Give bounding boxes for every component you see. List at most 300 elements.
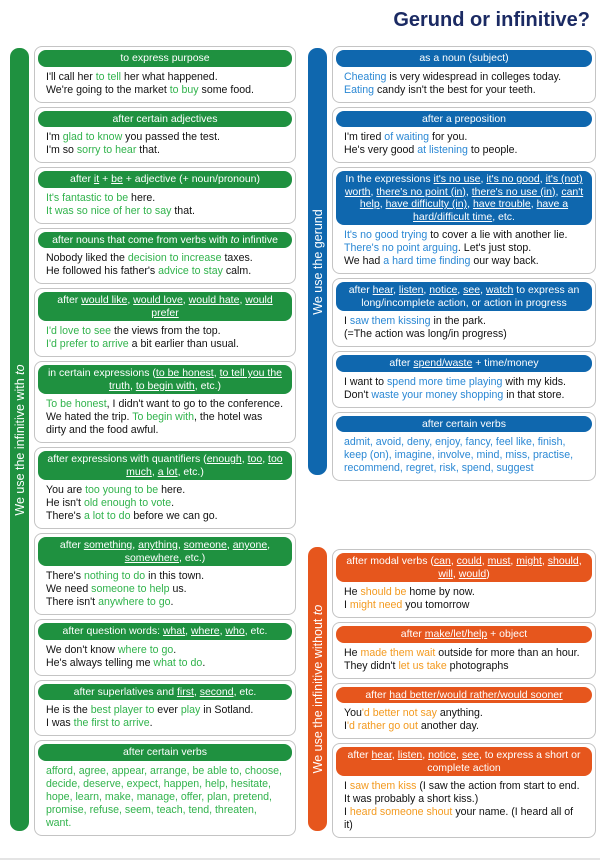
header-text: , <box>241 453 248 465</box>
header-text: see <box>461 749 479 761</box>
sentence-text: I want to <box>344 375 387 388</box>
sentence-text: your name. (I heard all of it) <box>344 806 574 831</box>
infinitive-without-to-sidebar <box>308 547 327 831</box>
header-text: In the expressions <box>345 173 434 185</box>
gerund-cards <box>332 46 596 481</box>
rule-header <box>336 50 592 67</box>
example-list <box>38 127 292 157</box>
header-text: , <box>132 539 139 551</box>
sentence-text: Don't <box>344 388 372 401</box>
header-text: have a hard/difficult time <box>413 198 569 223</box>
infinitive-with-to-label <box>13 364 27 515</box>
example-sentence <box>344 229 584 242</box>
example-sentence <box>344 720 584 733</box>
rule-header <box>38 451 292 480</box>
header-text: too <box>247 453 263 465</box>
highlighted-phrase: a hard time finding <box>383 255 471 267</box>
header-text: hear <box>372 284 394 296</box>
example-sentence <box>344 376 584 389</box>
sentence-text: He followed his father's <box>46 265 159 277</box>
highlighted-phrase: saw them kiss <box>349 780 417 792</box>
example-list <box>336 225 592 268</box>
highlighted-phrase: saw them kissing <box>349 315 431 327</box>
example-list <box>336 311 592 341</box>
header-text: make/let/help <box>424 628 488 640</box>
header-text: , <box>480 284 486 296</box>
sentence-text: I <box>344 780 350 792</box>
rule-header <box>336 626 592 643</box>
sentence-text: her what happened. <box>121 70 218 83</box>
example-list <box>38 67 292 97</box>
example-sentence <box>344 242 584 255</box>
header-text: can't help <box>359 185 584 210</box>
highlighted-phrase: admit, avoid, deny, enjoy, fancy, feel like, finish, keep (on), imagine, involve, mind, miss, practise, recommend, regret, risk, spend, suggest <box>344 436 574 474</box>
sentence-text: . <box>171 497 175 509</box>
sentence-text: you passed the test. <box>122 131 220 143</box>
header-text: , <box>539 173 546 185</box>
sentence-text: There isn't <box>46 596 99 608</box>
header-text: , <box>182 294 189 306</box>
header-text: , <box>391 749 398 761</box>
rule-header <box>38 50 292 67</box>
header-text: , <box>423 284 430 296</box>
header-text: there's no point (in) <box>376 185 466 198</box>
example-sentence <box>46 497 284 510</box>
header-text: , <box>457 284 464 296</box>
rule-card <box>332 351 596 408</box>
sentence-text: here. <box>128 191 156 204</box>
sentence-text: I'm tired <box>344 131 385 143</box>
highlighted-phrase: too young to be <box>85 484 159 496</box>
example-sentence <box>46 583 284 596</box>
header-text: to <box>230 233 240 246</box>
sentence-text: , I didn't want to go to the conference. <box>106 398 284 410</box>
sentence-text: I'm so <box>46 144 77 156</box>
header-text: , <box>541 555 548 567</box>
sentence-text: He <box>344 646 361 659</box>
header-text: after nouns that come from verbs with <box>52 233 231 246</box>
example-list <box>38 640 292 670</box>
header-text: somewhere <box>124 551 179 564</box>
sentence-text: in this town. <box>145 570 205 582</box>
header-text: listen <box>397 749 423 761</box>
header-text: would <box>458 567 487 580</box>
header-text: would hate <box>188 294 240 306</box>
rule-header <box>38 292 292 321</box>
example-list <box>38 188 292 218</box>
sentence-text: We don't know <box>46 643 118 656</box>
label-text: to <box>310 604 325 616</box>
sentence-text: home by now. <box>406 586 475 598</box>
header-text: , <box>370 185 377 198</box>
highlighted-phrase: It was so nice of her to say <box>46 204 172 217</box>
header-text: , <box>262 453 269 465</box>
header-text: , etc.) <box>194 379 222 392</box>
highlighted-phrase: To be honest <box>46 398 107 410</box>
header-text: listen <box>398 284 424 296</box>
sentence-text: that. <box>171 204 195 217</box>
header-text: someone <box>183 539 227 551</box>
rule-card <box>332 683 596 740</box>
sentence-text: I <box>344 599 350 611</box>
sentence-text: outside for more than an hour. <box>435 646 580 659</box>
highlighted-phrase: It's fantastic to be <box>46 191 129 204</box>
sentence-text: anything. <box>436 707 483 719</box>
highlighted-phrase: where to go <box>117 643 174 656</box>
header-text: will <box>438 567 453 580</box>
sentence-text: ever <box>154 704 181 716</box>
sentence-text: another day. <box>417 720 479 732</box>
example-sentence <box>344 780 584 806</box>
header-text: , <box>467 198 473 210</box>
sentence-text: is very widespread in colleges today. <box>386 70 562 83</box>
rule-card <box>332 278 596 347</box>
rule-card <box>34 533 296 615</box>
rule-header <box>336 416 592 433</box>
header-text: anyone <box>232 539 268 551</box>
example-sentence <box>46 765 284 830</box>
example-sentence <box>344 436 584 475</box>
header-text: , etc. <box>233 685 257 698</box>
sentence-text: I <box>344 806 350 818</box>
label-text: We use the gerund <box>310 208 325 315</box>
header-text: ) <box>486 567 490 580</box>
header-text: , <box>578 555 582 567</box>
example-list <box>336 776 592 832</box>
sentence-text: candy isn't the best for your teeth. <box>374 83 536 96</box>
header-text: it <box>93 173 100 185</box>
example-sentence <box>344 647 584 660</box>
header-text: , etc.) <box>179 551 206 564</box>
header-text: , <box>379 198 386 210</box>
sentence-text: I'll call her <box>46 70 96 83</box>
header-text: + adjective (+ noun/pronoun) <box>122 173 261 185</box>
header-text: + <box>99 173 112 185</box>
header-text: would love <box>133 294 183 306</box>
highlighted-phrase: I'd prefer to arrive <box>46 338 129 350</box>
header-text: after expressions with quantifiers ( <box>47 453 207 465</box>
header-text: where <box>190 625 220 637</box>
highlighted-phrase: to tell <box>95 70 122 83</box>
example-sentence <box>344 806 584 832</box>
sentence-text: here. <box>158 484 186 496</box>
example-list <box>336 372 592 402</box>
header-text: , <box>177 539 184 551</box>
header-text: something <box>83 539 133 551</box>
header-text: who <box>225 625 245 637</box>
header-text: infintive <box>239 233 278 246</box>
highlighted-phrase: best player to <box>90 704 155 716</box>
header-text: , <box>450 555 457 567</box>
example-sentence <box>46 325 284 338</box>
sentence-text: before we can go. <box>130 510 218 522</box>
header-text: , <box>530 198 537 210</box>
sentence-text: , the hotel was dirty and the food awful. <box>46 411 263 436</box>
header-text: , <box>465 185 472 198</box>
header-text: first <box>176 685 194 698</box>
header-text: as a noun (subject) <box>419 52 509 64</box>
example-sentence <box>46 411 284 437</box>
sentence-text: (=The action was long/in progress) <box>344 328 507 340</box>
highlighted-phrase: Eating <box>344 83 375 96</box>
highlighted-phrase: It's no good trying <box>344 229 428 241</box>
header-text: be <box>111 173 123 185</box>
header-text: , <box>267 539 271 551</box>
highlighted-phrase: might need <box>349 599 403 611</box>
sentence-text: You are <box>46 484 86 496</box>
rule-card <box>34 167 296 224</box>
sentence-text: He's very good <box>344 144 418 156</box>
sentence-text: I <box>344 315 350 327</box>
rule-header <box>336 687 592 704</box>
example-sentence <box>344 599 584 612</box>
header-text: it's (not) worth <box>344 173 583 198</box>
header-text: , <box>129 379 136 392</box>
header-text: , <box>393 284 399 296</box>
highlighted-phrase: anywhere to go <box>98 596 171 608</box>
rule-card <box>332 167 596 274</box>
rule-card <box>332 412 596 482</box>
header-text: , <box>456 749 462 761</box>
header-text: , <box>127 294 134 306</box>
highlighted-phrase: at listening <box>417 144 468 156</box>
rule-card <box>332 622 596 679</box>
example-sentence <box>46 570 284 583</box>
example-list <box>38 566 292 609</box>
rule-header <box>336 747 592 776</box>
highlighted-phrase: There's no point arguing <box>344 242 458 254</box>
example-sentence <box>344 84 584 97</box>
sentence-text: in that store. <box>503 388 565 401</box>
highlighted-phrase: should be <box>360 586 407 598</box>
header-text: , <box>452 567 459 580</box>
example-sentence <box>344 707 584 720</box>
header-text: anything <box>138 539 178 551</box>
rule-card <box>34 228 296 285</box>
header-text: , <box>510 555 517 567</box>
rule-card <box>34 288 296 357</box>
header-text: spend/waste <box>413 357 473 369</box>
header-text: to express purpose <box>120 52 210 64</box>
sentence-text: our way back. <box>470 255 539 267</box>
rule-card <box>332 107 596 164</box>
sentence-text: We're going to the market <box>46 83 170 96</box>
infinitive-without-to-cards <box>332 549 596 838</box>
header-text: it's no use <box>433 173 481 185</box>
page-title: Gerund or infinitive? <box>393 9 590 31</box>
example-sentence <box>344 255 584 268</box>
example-sentence <box>46 252 284 265</box>
rule-header <box>38 111 292 128</box>
example-sentence <box>46 144 284 157</box>
header-text: after certain verbs <box>421 417 507 430</box>
rule-header <box>38 684 292 701</box>
sentence-text: . Let's just stop. <box>457 242 532 254</box>
sentence-text: to cover a lie with another lie. <box>427 229 568 241</box>
highlighted-phrase: Cheating <box>344 70 387 83</box>
header-text: could <box>456 555 482 567</box>
header-text: see <box>463 284 481 296</box>
header-text: , <box>213 367 220 379</box>
rule-header <box>38 744 292 761</box>
sentence-text: We hated the trip. <box>46 411 133 423</box>
header-text: , etc. <box>244 625 268 637</box>
highlighted-phrase: I'd love to see <box>46 325 112 337</box>
rule-card <box>34 619 296 676</box>
rule-card <box>34 447 296 529</box>
example-sentence <box>46 596 284 609</box>
header-text: notice <box>429 284 458 296</box>
header-text: , <box>151 465 158 478</box>
highlighted-phrase: to buy <box>169 83 199 96</box>
sentence-text: There's <box>46 510 84 522</box>
header-text: to tell you the truth <box>108 367 283 392</box>
sentence-text: . <box>149 717 153 729</box>
rule-header <box>38 232 292 249</box>
sentence-text: taxes. <box>221 252 253 264</box>
example-sentence <box>344 71 584 84</box>
example-sentence <box>344 328 584 341</box>
header-text: would prefer <box>151 294 273 319</box>
sentence-text: . <box>173 643 177 656</box>
header-text: had better/would rather/would sooner <box>389 688 563 701</box>
header-text: there's no use (in) <box>471 185 556 198</box>
sentence-text: We need <box>46 583 92 595</box>
rule-header <box>336 171 592 225</box>
sentence-text: He is the <box>46 704 91 716</box>
sentence-text: He isn't <box>46 497 84 509</box>
example-sentence <box>46 265 284 278</box>
sentence-text: to people. <box>467 144 518 156</box>
header-text: , <box>555 185 562 198</box>
highlighted-phrase: advice to stay <box>158 265 223 277</box>
header-text: second <box>199 685 234 698</box>
rule-header <box>38 623 292 640</box>
header-text: , <box>239 294 246 306</box>
header-text: after <box>365 688 390 701</box>
highlighted-phrase: sorry to hear <box>76 144 137 156</box>
highlighted-phrase: someone to help <box>91 583 170 595</box>
rule-card <box>34 46 296 103</box>
example-sentence <box>46 205 284 218</box>
example-list <box>38 700 292 730</box>
sentence-text: I <box>344 720 347 732</box>
header-text: , etc. <box>492 210 515 223</box>
example-list <box>336 127 592 157</box>
rule-header <box>38 171 292 188</box>
rule-card <box>332 549 596 618</box>
gerund-sidebar <box>308 48 327 475</box>
highlighted-phrase: a lot to do <box>83 510 131 522</box>
rule-header <box>336 355 592 372</box>
header-text: notice <box>428 749 457 761</box>
sentence-text: We had <box>344 255 384 267</box>
header-text: enough <box>206 453 242 465</box>
example-sentence <box>46 510 284 523</box>
header-text: to be honest <box>155 367 214 379</box>
highlighted-phrase: glad to know <box>62 131 123 143</box>
sentence-text: in the park. <box>430 315 486 327</box>
sentence-text: I'm <box>46 131 63 143</box>
example-sentence <box>344 144 584 157</box>
example-sentence <box>344 586 584 599</box>
header-text: must <box>487 555 511 567</box>
header-text: , <box>185 625 191 637</box>
sentence-text: photographs <box>446 659 509 672</box>
sentence-text: a bit earlier than usual. <box>128 338 239 350</box>
example-list <box>336 643 592 673</box>
header-text: , <box>226 539 233 551</box>
example-sentence <box>46 338 284 351</box>
header-text: , <box>219 625 226 637</box>
example-list <box>38 761 292 830</box>
header-text: after superlatives and <box>73 685 177 698</box>
sentence-text: I was <box>46 717 74 729</box>
sentence-text: . <box>170 596 174 608</box>
rule-card <box>34 740 296 836</box>
example-sentence <box>46 704 284 717</box>
header-text: to begin with <box>135 379 195 392</box>
example-list <box>38 248 292 278</box>
example-list <box>336 432 592 475</box>
example-list <box>336 703 592 733</box>
highlighted-phrase: spend more time playing <box>387 375 503 388</box>
header-text: what <box>162 625 186 637</box>
infinitive-with-to-sidebar <box>10 48 29 831</box>
example-sentence <box>46 192 284 205</box>
highlighted-phrase: of waiting <box>384 131 430 143</box>
infinitive-without-to-label <box>311 605 325 774</box>
header-text: can <box>433 555 451 567</box>
header-text: , etc.) <box>177 465 204 478</box>
header-text: after <box>400 628 425 640</box>
example-sentence <box>46 717 284 730</box>
header-text: after <box>347 749 372 761</box>
header-text: too much <box>126 453 283 478</box>
header-text: after certain adjectives <box>112 112 218 125</box>
header-text: it's no good <box>486 173 540 185</box>
header-text: would like <box>81 294 128 306</box>
header-text: after <box>389 357 414 369</box>
rule-header <box>336 282 592 311</box>
example-sentence <box>46 657 284 670</box>
highlighted-phrase: heard someone shout <box>349 806 453 818</box>
sentence-text: with my kids. <box>502 375 566 388</box>
header-text: watch <box>485 284 514 296</box>
highlighted-phrase: afford, agree, appear, arrange, be able to, choose, decide, deserve, expect, happen, help, hesitate, hope, learn, make, manage, offer, plan, pretend, promise, refuse, seem, teach, tend, threaten, want. <box>46 764 282 829</box>
sentence-text: us. <box>169 583 187 595</box>
sentence-text: There's <box>46 570 84 582</box>
example-sentence <box>344 660 584 673</box>
highlighted-phrase: 'd better not say <box>361 707 437 719</box>
sentence-text: some food. <box>198 83 254 96</box>
highlighted-phrase: nothing to do <box>83 570 146 582</box>
header-text: have trouble <box>472 198 531 210</box>
example-sentence <box>344 131 584 144</box>
header-text: , <box>193 685 200 698</box>
rule-card <box>34 107 296 164</box>
header-text: after question words: <box>62 625 163 637</box>
sentence-text: that. <box>136 144 160 156</box>
sentence-text: the views from the top. <box>111 325 221 337</box>
label-text: We use the infinitive with <box>12 374 27 516</box>
header-text: a lot <box>157 465 178 478</box>
example-sentence <box>46 644 284 657</box>
example-list <box>38 480 292 523</box>
highlighted-phrase: 'd rather go out <box>346 720 418 732</box>
sentence-text: for you. <box>429 131 468 143</box>
header-text: have difficulty (in) <box>385 198 468 210</box>
